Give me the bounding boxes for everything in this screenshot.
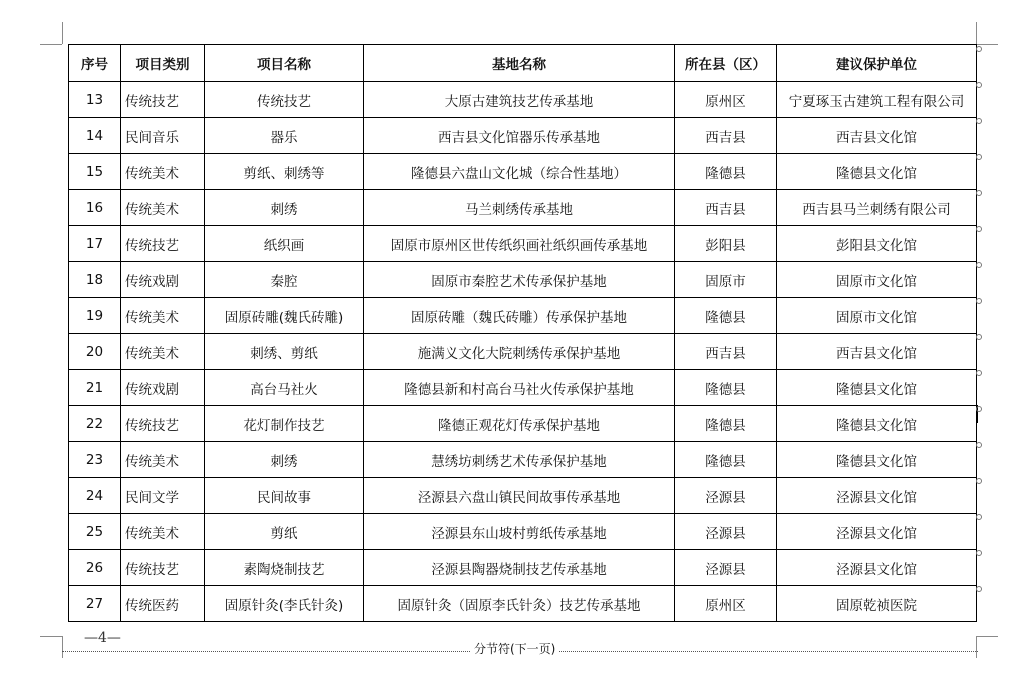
cell-project-name: 器乐 <box>205 118 364 154</box>
cell-county: 隆德县 <box>675 154 777 190</box>
cell-protection-unit: 泾源县文化馆 <box>777 550 977 586</box>
cell-protection-unit: 隆德县文化馆 <box>777 154 977 190</box>
cell-base-name: 施满义文化大院刺绣传承保护基地 <box>364 334 675 370</box>
cell-index: 24 <box>69 478 121 514</box>
cell-index: 17 <box>69 226 121 262</box>
cell-base-name: 马兰刺绣传承基地 <box>364 190 675 226</box>
crop-mark <box>976 22 977 44</box>
cell-base-name: 隆德县六盘山文化城（综合性基地） <box>364 154 675 190</box>
cell-county: 隆德县 <box>675 370 777 406</box>
cell-index: 27 <box>69 586 121 622</box>
cell-category: 传统美术 <box>121 334 205 370</box>
paragraph-mark-icon <box>976 226 982 232</box>
cell-project-name: 刺绣 <box>205 442 364 478</box>
cell-base-name: 固原砖雕（魏氏砖雕）传承保护基地 <box>364 298 675 334</box>
cell-project-name: 刺绣 <box>205 190 364 226</box>
base-list-table <box>68 44 977 622</box>
cell-category: 传统美术 <box>121 442 205 478</box>
paragraph-mark-icon <box>976 370 982 376</box>
cell-protection-unit: 隆德县文化馆 <box>777 370 977 406</box>
cell-protection-unit: 隆德县文化馆 <box>777 442 977 478</box>
cell-index: 16 <box>69 190 121 226</box>
header-protection-unit: 建议保护单位 <box>777 45 977 82</box>
crop-mark <box>62 22 63 44</box>
cell-protection-unit: 固原市文化馆 <box>777 298 977 334</box>
cell-protection-unit: 彭阳县文化馆 <box>777 226 977 262</box>
header-project-name: 项目名称 <box>205 45 364 82</box>
cell-base-name: 泾源县东山坡村剪纸传承基地 <box>364 514 675 550</box>
paragraph-mark-icon <box>976 262 982 268</box>
cell-index: 22 <box>69 406 121 442</box>
table-row <box>69 226 977 262</box>
cell-county: 泾源县 <box>675 478 777 514</box>
header-county: 所在县（区） <box>675 45 777 82</box>
cell-base-name: 隆德县新和村高台马社火传承保护基地 <box>364 370 675 406</box>
table-row <box>69 334 977 370</box>
header-index: 序号 <box>69 45 121 82</box>
page-number: —4— <box>84 630 121 646</box>
cell-base-name: 慧绣坊刺绣艺术传承保护基地 <box>364 442 675 478</box>
paragraph-mark-icon <box>976 406 982 412</box>
cell-category: 传统美术 <box>121 190 205 226</box>
cell-protection-unit: 泾源县文化馆 <box>777 514 977 550</box>
cell-protection-unit: 宁夏琢玉古建筑工程有限公司 <box>777 82 977 118</box>
paragraph-mark-icon <box>976 478 982 484</box>
cell-index: 26 <box>69 550 121 586</box>
cell-county: 西吉县 <box>675 334 777 370</box>
cell-category: 传统技艺 <box>121 226 205 262</box>
cell-index: 19 <box>69 298 121 334</box>
table-row <box>69 586 977 622</box>
cell-project-name: 剪纸 <box>205 514 364 550</box>
cell-category: 传统美术 <box>121 298 205 334</box>
cell-protection-unit: 西吉县马兰刺绣有限公司 <box>777 190 977 226</box>
cell-index: 13 <box>69 82 121 118</box>
cell-category: 传统美术 <box>121 514 205 550</box>
cell-category: 传统技艺 <box>121 406 205 442</box>
paragraph-mark-icon <box>976 190 982 196</box>
cell-project-name: 固原针灸(李氏针灸) <box>205 586 364 622</box>
table-row <box>69 406 977 442</box>
paragraph-mark-icon <box>976 586 982 592</box>
table-row <box>69 442 977 478</box>
cell-category: 传统戏剧 <box>121 262 205 298</box>
crop-mark <box>62 636 63 658</box>
cell-base-name: 固原针灸（固原李氏针灸）技艺传承基地 <box>364 586 675 622</box>
paragraph-mark-icon <box>976 514 982 520</box>
section-break-label: 分节符(下一页) <box>470 640 559 657</box>
table-row <box>69 298 977 334</box>
table-row <box>69 190 977 226</box>
cell-county: 原州区 <box>675 82 777 118</box>
cell-project-name: 素陶烧制技艺 <box>205 550 364 586</box>
paragraph-mark-icon <box>976 118 982 124</box>
cell-index: 25 <box>69 514 121 550</box>
cell-county: 西吉县 <box>675 190 777 226</box>
cell-county: 固原市 <box>675 262 777 298</box>
cell-category: 民间文学 <box>121 478 205 514</box>
table-row <box>69 550 977 586</box>
paragraph-mark-icon <box>976 298 982 304</box>
crop-mark <box>976 636 977 658</box>
cell-project-name: 花灯制作技艺 <box>205 406 364 442</box>
cell-base-name: 大原古建筑技艺传承基地 <box>364 82 675 118</box>
cell-protection-unit: 固原乾祯医院 <box>777 586 977 622</box>
cell-base-name: 泾源县六盘山镇民间故事传承基地 <box>364 478 675 514</box>
header-base-name: 基地名称 <box>364 45 675 82</box>
paragraph-mark-icon <box>976 334 982 340</box>
cell-project-name: 秦腔 <box>205 262 364 298</box>
paragraph-mark-icon <box>976 442 982 448</box>
cell-protection-unit: 固原市文化馆 <box>777 262 977 298</box>
cell-category: 传统技艺 <box>121 82 205 118</box>
paragraph-mark-icon <box>976 82 982 88</box>
crop-mark <box>40 44 62 45</box>
cell-category: 传统戏剧 <box>121 370 205 406</box>
cell-project-name: 高台马社火 <box>205 370 364 406</box>
cell-category: 传统技艺 <box>121 550 205 586</box>
cell-index: 14 <box>69 118 121 154</box>
cell-base-name: 固原市秦腔艺术传承保护基地 <box>364 262 675 298</box>
cell-base-name: 固原市原州区世传纸织画社纸织画传承基地 <box>364 226 675 262</box>
table-row <box>69 262 977 298</box>
cell-category: 民间音乐 <box>121 118 205 154</box>
cell-category: 传统医药 <box>121 586 205 622</box>
cell-county: 隆德县 <box>675 406 777 442</box>
cell-project-name: 纸织画 <box>205 226 364 262</box>
cell-county: 泾源县 <box>675 550 777 586</box>
cell-project-name: 民间故事 <box>205 478 364 514</box>
cell-index: 20 <box>69 334 121 370</box>
cell-project-name: 固原砖雕(魏氏砖雕) <box>205 298 364 334</box>
cell-base-name: 泾源县陶器烧制技艺传承基地 <box>364 550 675 586</box>
cell-category: 传统美术 <box>121 154 205 190</box>
cell-index: 18 <box>69 262 121 298</box>
paragraph-mark-icon <box>976 154 982 160</box>
cell-county: 原州区 <box>675 586 777 622</box>
table-row <box>69 370 977 406</box>
table-row <box>69 82 977 118</box>
header-category: 项目类别 <box>121 45 205 82</box>
crop-mark <box>40 636 62 637</box>
cell-index: 15 <box>69 154 121 190</box>
cell-county: 西吉县 <box>675 118 777 154</box>
table-row <box>69 154 977 190</box>
table-header-row <box>69 45 977 82</box>
cell-base-name: 隆德正观花灯传承保护基地 <box>364 406 675 442</box>
cell-index: 23 <box>69 442 121 478</box>
cell-project-name: 剪纸、刺绣等 <box>205 154 364 190</box>
cell-index: 21 <box>69 370 121 406</box>
cell-protection-unit: 隆德县文化馆 <box>777 406 977 442</box>
cell-county: 隆德县 <box>675 442 777 478</box>
cell-county: 泾源县 <box>675 514 777 550</box>
cell-project-name: 传统技艺 <box>205 82 364 118</box>
paragraph-mark-icon <box>976 550 982 556</box>
table-row <box>69 118 977 154</box>
cell-county: 隆德县 <box>675 298 777 334</box>
cell-county: 彭阳县 <box>675 226 777 262</box>
cell-protection-unit: 西吉县文化馆 <box>777 118 977 154</box>
cell-protection-unit: 泾源县文化馆 <box>777 478 977 514</box>
table-row <box>69 478 977 514</box>
crop-mark <box>976 44 998 45</box>
cell-base-name: 西吉县文化馆器乐传承基地 <box>364 118 675 154</box>
cell-project-name: 刺绣、剪纸 <box>205 334 364 370</box>
table-row <box>69 514 977 550</box>
paragraph-mark-icon <box>976 46 982 52</box>
cell-protection-unit: 西吉县文化馆 <box>777 334 977 370</box>
crop-mark <box>976 636 998 637</box>
